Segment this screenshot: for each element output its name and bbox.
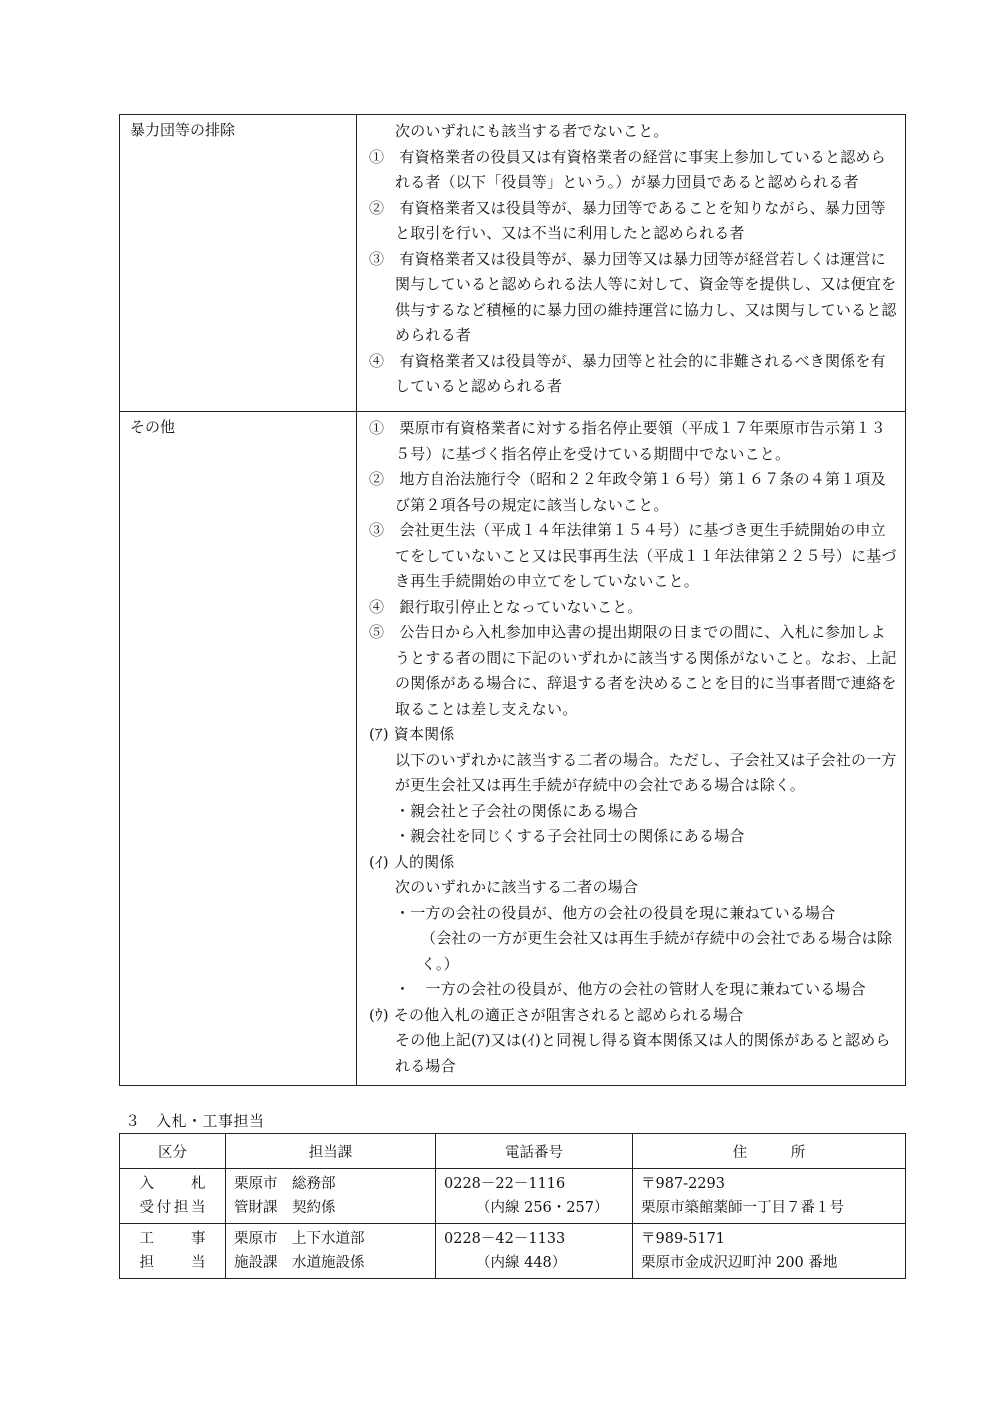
content-line: 次のいずれかに該当する二者の場合: [395, 878, 639, 896]
qualification-table: [119, 114, 906, 1086]
phone-number: 0228－42－1133: [444, 1231, 566, 1247]
content-line: ② 地方自治法施行令（昭和２２年政令第１６号）第１６７条の４第１項及び第２項各号の規定に該当しないこと。: [369, 470, 886, 514]
content-line: （会社の一方が更生会社又は再生手続が存続中の会社である場合は除く。）: [421, 929, 893, 973]
department-line: 栗原市 上下水道部: [234, 1231, 365, 1247]
phone-cell: [436, 1169, 633, 1224]
header-address: 住 所: [633, 1134, 906, 1169]
content-line: ・ 一方の会社の役員が、他方の会社の管財人を現に兼ねている場合: [395, 980, 866, 998]
category-cell: [120, 1224, 226, 1279]
contact-row: [120, 1224, 906, 1279]
table-row-other: [120, 412, 906, 1086]
content-line: (ｲ) 人的関係: [369, 852, 455, 871]
department-line: 栗原市 総務部: [234, 1176, 336, 1192]
content-line: ① 有資格業者の役員又は有資格業者の経営に事実上参加していると認められる者（以下「役員等」という。）が暴力団員であると認められる者: [369, 147, 886, 191]
row-label: 暴力団等の排除: [120, 115, 357, 412]
content-line: 次のいずれにも該当する者でないこと。: [395, 122, 669, 140]
department-cell: [226, 1224, 436, 1279]
content-line: その他上記(ｱ)又は(ｲ)と同視し得る資本関係又は人的関係があると認められる場合: [395, 1031, 891, 1075]
phone-extension: （内線 448）: [476, 1255, 567, 1271]
content-line: ② 有資格業者又は役員等が、暴力団等であることを知りながら、暴力団等と取引を行い、又は不当に利用したと認められる者: [369, 198, 886, 242]
content-line: ・親会社と子会社の関係にある場合: [395, 801, 639, 820]
content-line: ・親会社を同じくする子会社同士の関係にある場合: [395, 827, 745, 845]
content-line: ・一方の会社の役員が、他方の会社の役員を現に兼ねている場合: [395, 903, 836, 922]
table-row-exclusion: [120, 115, 906, 412]
address-cell: [633, 1169, 906, 1224]
content-line: ① 栗原市有資格業者に対する指名停止要領（平成１７年栗原市告示第１３５号）に基づく指名停止を受けている期間中でないこと。: [369, 419, 886, 463]
content-line: ③ 有資格業者又は役員等が、暴力団等又は暴力団等が経営若しくは運営に関与していると認められる法人等に対して、資金等を提供し、又は便宜を供与するなど積極的に暴力団の維持運営に協力し、又は関与していると認められる者: [369, 249, 897, 344]
row-label: その他: [120, 412, 357, 1086]
content-line: ③ 会社更生法（平成１４年法律第１５４号）に基づき更生手続開始の申立てをしていないこと又は民事再生法（平成１１年法律第２２５号）に基づき再生手続開始の申立てをしていないこと。: [369, 521, 897, 590]
category-line: 入 札: [139, 1176, 206, 1192]
content-line: ④ 銀行取引停止となっていないこと。: [369, 597, 643, 616]
phone-number: 0228－22－1116: [444, 1176, 566, 1192]
content-line: ⑤ 公告日から入札参加申込書の提出期限の日までの間に、入札に参加しようとする者の間に下記のいずれかに該当する関係がないこと。なお、上記の関係がある場合に、辞退する者を決めることを目的に当事者間で連絡を取ることは差し支えない。: [369, 623, 897, 718]
content-line: (ｳ) その他入札の適正さが阻害されると認められる場合: [369, 1005, 744, 1024]
contact-row: [120, 1169, 906, 1224]
phone-extension: （内線 256・257）: [476, 1200, 609, 1216]
department-line: 管財課 契約係: [234, 1200, 336, 1216]
department-line: 施設課 水道施設係: [234, 1255, 365, 1271]
header-phone: 電話番号: [436, 1134, 633, 1169]
header-department: 担当課: [226, 1134, 436, 1169]
street-address: 栗原市築館薬師一丁目７番１号: [641, 1200, 844, 1216]
address-cell: [633, 1224, 906, 1279]
section-title: ３ 入札・工事担当: [125, 1112, 265, 1130]
category-line: 担 当: [139, 1255, 206, 1271]
postal-code: 〒989-5171: [641, 1231, 725, 1247]
postal-code: 〒987-2293: [641, 1176, 725, 1192]
department-cell: [226, 1169, 436, 1224]
row-content: [357, 412, 906, 1086]
header-category: 区分: [120, 1134, 226, 1169]
category-line: 受付担当: [139, 1200, 206, 1216]
contact-header-row: [120, 1134, 906, 1169]
contact-table: [119, 1133, 906, 1279]
content-line: (ｱ) 資本関係: [369, 725, 455, 743]
category-line: 工 事: [139, 1231, 206, 1247]
row-content: [357, 115, 906, 412]
content-line: 以下のいずれかに該当する二者の場合。ただし、子会社又は子会社の一方が更生会社又は再生手続が存続中の会社である場合は除く。: [395, 750, 897, 794]
phone-cell: [436, 1224, 633, 1279]
content-line: ④ 有資格業者又は役員等が、暴力団等と社会的に非難されるべき関係を有していると認められる者: [369, 351, 886, 395]
street-address: 栗原市金成沢辺町沖 200 番地: [641, 1255, 838, 1271]
category-cell: [120, 1169, 226, 1224]
